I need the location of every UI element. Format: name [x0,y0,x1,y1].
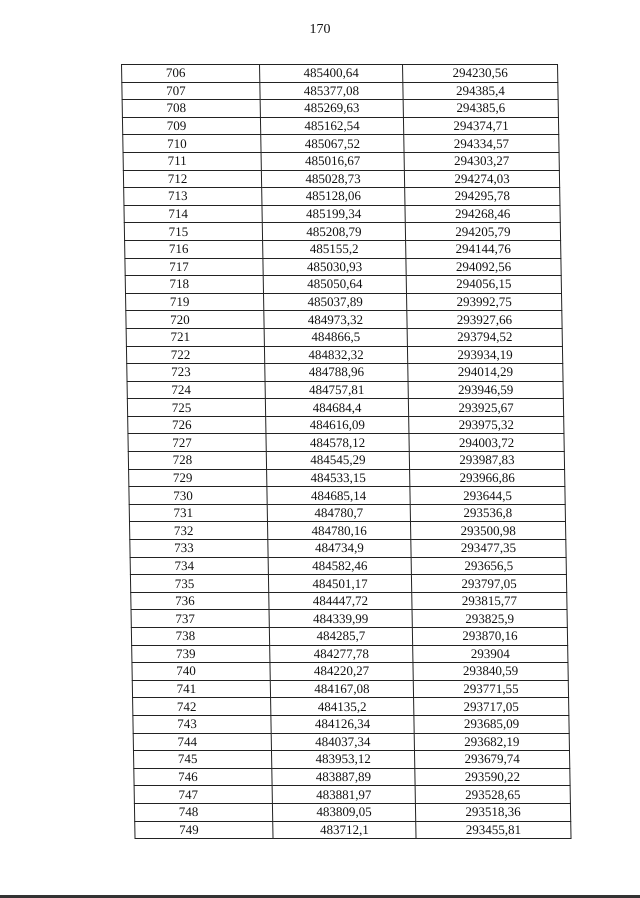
x-coordinate-cell: 485400,64 [260,65,403,83]
table-row [123,170,559,188]
table-row [129,504,565,522]
point-number-cell: 707 [122,82,260,100]
x-coordinate-cell: 485269,63 [260,100,403,118]
point-number-cell: 742 [133,698,271,716]
table-row [129,469,565,487]
table-row [124,188,560,206]
y-coordinate-cell: 293987,83 [409,452,564,470]
y-coordinate-cell: 294303,27 [404,152,559,170]
y-coordinate-cell: 293925,67 [408,399,563,417]
x-coordinate-cell: 485155,2 [263,240,406,258]
y-coordinate-cell: 293717,05 [414,698,569,716]
table-row [127,364,563,382]
point-number-cell: 712 [123,170,261,188]
point-number-cell: 738 [131,628,269,646]
y-coordinate-cell: 294385,6 [403,100,558,118]
point-number-cell: 749 [135,821,273,839]
point-number-cell: 713 [124,188,262,206]
y-coordinate-cell: 294014,29 [408,364,563,382]
point-number-cell: 741 [132,680,270,698]
point-number-cell: 718 [125,276,263,294]
point-number-cell: 708 [122,100,260,118]
y-coordinate-cell: 293934,19 [407,346,562,364]
table-row [131,628,567,646]
y-coordinate-cell: 293656,5 [411,557,566,575]
point-number-cell: 731 [129,504,267,522]
point-number-cell: 740 [132,663,270,681]
point-number-cell: 739 [132,645,270,663]
x-coordinate-cell: 484788,96 [265,364,408,382]
x-coordinate-cell: 484578,12 [266,434,409,452]
y-coordinate-cell: 293536,8 [410,504,565,522]
x-coordinate-cell: 484126,34 [271,715,414,733]
x-coordinate-cell: 485016,67 [261,152,404,170]
x-coordinate-cell: 485377,08 [260,82,403,100]
x-coordinate-cell: 484447,72 [269,592,412,610]
point-number-cell: 724 [127,381,265,399]
y-coordinate-cell: 293644,5 [410,487,565,505]
table-row [133,733,569,751]
x-coordinate-cell: 485028,73 [261,170,404,188]
y-coordinate-cell: 293477,35 [411,540,566,558]
table-row [129,522,565,540]
x-coordinate-cell: 485208,79 [262,223,405,241]
table-body [122,65,572,839]
y-coordinate-cell: 293815,77 [412,592,567,610]
y-coordinate-cell: 294374,71 [403,117,558,135]
x-coordinate-cell: 484285,7 [269,628,412,646]
table-row [131,592,567,610]
x-coordinate-cell: 483887,89 [272,768,415,786]
table-row [125,240,561,258]
x-coordinate-cell: 484501,17 [268,575,411,593]
x-coordinate-cell: 485030,93 [263,258,406,276]
y-coordinate-cell: 294056,15 [406,276,561,294]
y-coordinate-cell: 293927,66 [407,311,562,329]
point-number-cell: 726 [128,416,266,434]
y-coordinate-cell: 293682,19 [414,733,569,751]
x-coordinate-cell: 483809,05 [272,803,415,821]
point-number-cell: 723 [127,364,265,382]
point-number-cell: 746 [134,768,272,786]
y-coordinate-cell: 293528,65 [415,786,570,804]
y-coordinate-cell: 293518,36 [415,803,570,821]
table-row [130,575,566,593]
x-coordinate-cell: 484339,99 [269,610,412,628]
table-row [132,680,568,698]
x-coordinate-cell: 484167,08 [270,680,413,698]
y-coordinate-cell: 294092,56 [406,258,561,276]
point-number-cell: 709 [122,117,260,135]
point-number-cell: 727 [128,434,266,452]
table-row [130,557,566,575]
y-coordinate-cell: 293992,75 [407,293,562,311]
table-row [122,82,558,100]
x-coordinate-cell: 484037,34 [271,733,414,751]
x-coordinate-cell: 484277,78 [270,645,413,663]
y-coordinate-cell: 294144,76 [406,240,561,258]
y-coordinate-cell: 294003,72 [409,434,564,452]
point-number-cell: 725 [127,399,265,417]
point-number-cell: 748 [134,803,272,821]
point-number-cell: 730 [129,487,267,505]
x-coordinate-cell: 484780,7 [267,504,410,522]
table-row [132,645,568,663]
x-coordinate-cell: 483953,12 [271,751,414,769]
table-row [128,452,564,470]
table-row [127,381,563,399]
x-coordinate-cell: 484545,29 [266,452,409,470]
point-number-cell: 728 [128,452,266,470]
point-number-cell: 722 [126,346,264,364]
point-number-cell: 706 [122,65,260,83]
y-coordinate-cell: 294230,56 [403,65,558,83]
y-coordinate-cell: 294385,4 [403,82,558,100]
y-coordinate-cell: 293685,09 [414,715,569,733]
table-row [131,610,567,628]
point-number-cell: 714 [124,205,262,223]
x-coordinate-cell: 485050,64 [263,276,406,294]
x-coordinate-cell: 484220,27 [270,663,413,681]
y-coordinate-cell: 293455,81 [416,821,571,839]
x-coordinate-cell: 484832,32 [264,346,407,364]
y-coordinate-cell: 294268,46 [405,205,560,223]
table-row [133,751,569,769]
coordinates-table [121,64,572,839]
table-row [125,276,561,294]
y-coordinate-cell: 294205,79 [405,223,560,241]
y-coordinate-cell: 293679,74 [414,751,569,769]
table-row [129,487,565,505]
point-number-cell: 716 [125,240,263,258]
table-row [134,768,570,786]
point-number-cell: 719 [126,293,264,311]
table-row [134,786,570,804]
point-number-cell: 735 [130,575,268,593]
x-coordinate-cell: 484533,15 [267,469,410,487]
x-coordinate-cell: 484866,5 [264,328,407,346]
point-number-cell: 732 [129,522,267,540]
x-coordinate-cell: 484582,46 [268,557,411,575]
point-number-cell: 710 [123,135,261,153]
y-coordinate-cell: 293500,98 [410,522,565,540]
y-coordinate-cell: 293870,16 [412,628,567,646]
table-row [123,152,559,170]
point-number-cell: 717 [125,258,263,276]
point-number-cell: 734 [130,557,268,575]
table-row [122,65,558,83]
y-coordinate-cell: 294334,57 [404,135,559,153]
y-coordinate-cell: 293794,52 [407,328,562,346]
y-coordinate-cell: 293840,59 [413,663,568,681]
y-coordinate-cell: 294274,03 [404,170,559,188]
x-coordinate-cell: 483881,97 [272,786,415,804]
table-row [132,663,568,681]
x-coordinate-cell: 484685,14 [267,487,410,505]
y-coordinate-cell: 293825,9 [412,610,567,628]
table-row [124,205,560,223]
x-coordinate-cell: 484973,32 [264,311,407,329]
point-number-cell: 729 [129,469,267,487]
point-number-cell: 721 [126,328,264,346]
point-number-cell: 743 [133,715,271,733]
x-coordinate-cell: 484684,4 [265,399,408,417]
table-row [126,328,562,346]
table-row [125,258,561,276]
table-row [130,540,566,558]
y-coordinate-cell: 293946,59 [408,381,563,399]
point-number-cell: 747 [134,786,272,804]
table-row [126,293,562,311]
point-number-cell: 745 [133,751,271,769]
y-coordinate-cell: 293771,55 [413,680,568,698]
table-row [126,346,562,364]
point-number-cell: 720 [126,311,264,329]
x-coordinate-cell: 484616,09 [266,416,409,434]
page-number: 170 [309,22,331,37]
table-row [123,135,559,153]
point-number-cell: 744 [133,733,271,751]
table-row [133,715,569,733]
table-row [122,117,558,135]
table-row [127,399,563,417]
x-coordinate-cell: 485037,89 [264,293,407,311]
table-row [133,698,569,716]
y-coordinate-cell: 293966,86 [410,469,565,487]
table-row [134,803,570,821]
table-row [135,821,571,839]
x-coordinate-cell: 484135,2 [271,698,414,716]
y-coordinate-cell: 294295,78 [405,188,560,206]
table-row [122,100,558,118]
x-coordinate-cell: 485162,54 [260,117,403,135]
table-row [124,223,560,241]
point-number-cell: 715 [124,223,262,241]
point-number-cell: 733 [130,540,268,558]
table-row [126,311,562,329]
x-coordinate-cell: 484780,16 [267,522,410,540]
point-number-cell: 736 [131,592,269,610]
x-coordinate-cell: 484734,9 [268,540,411,558]
y-coordinate-cell: 293975,32 [409,416,564,434]
x-coordinate-cell: 484757,81 [265,381,408,399]
x-coordinate-cell: 485128,06 [262,188,405,206]
point-number-cell: 711 [123,152,261,170]
y-coordinate-cell: 293590,22 [415,768,570,786]
table-row [128,416,564,434]
y-coordinate-cell: 293797,05 [411,575,566,593]
y-coordinate-cell: 293904 [413,645,568,663]
x-coordinate-cell: 483712,1 [273,821,416,839]
x-coordinate-cell: 485199,34 [262,205,405,223]
point-number-cell: 737 [131,610,269,628]
x-coordinate-cell: 485067,52 [261,135,404,153]
table-row [128,434,564,452]
